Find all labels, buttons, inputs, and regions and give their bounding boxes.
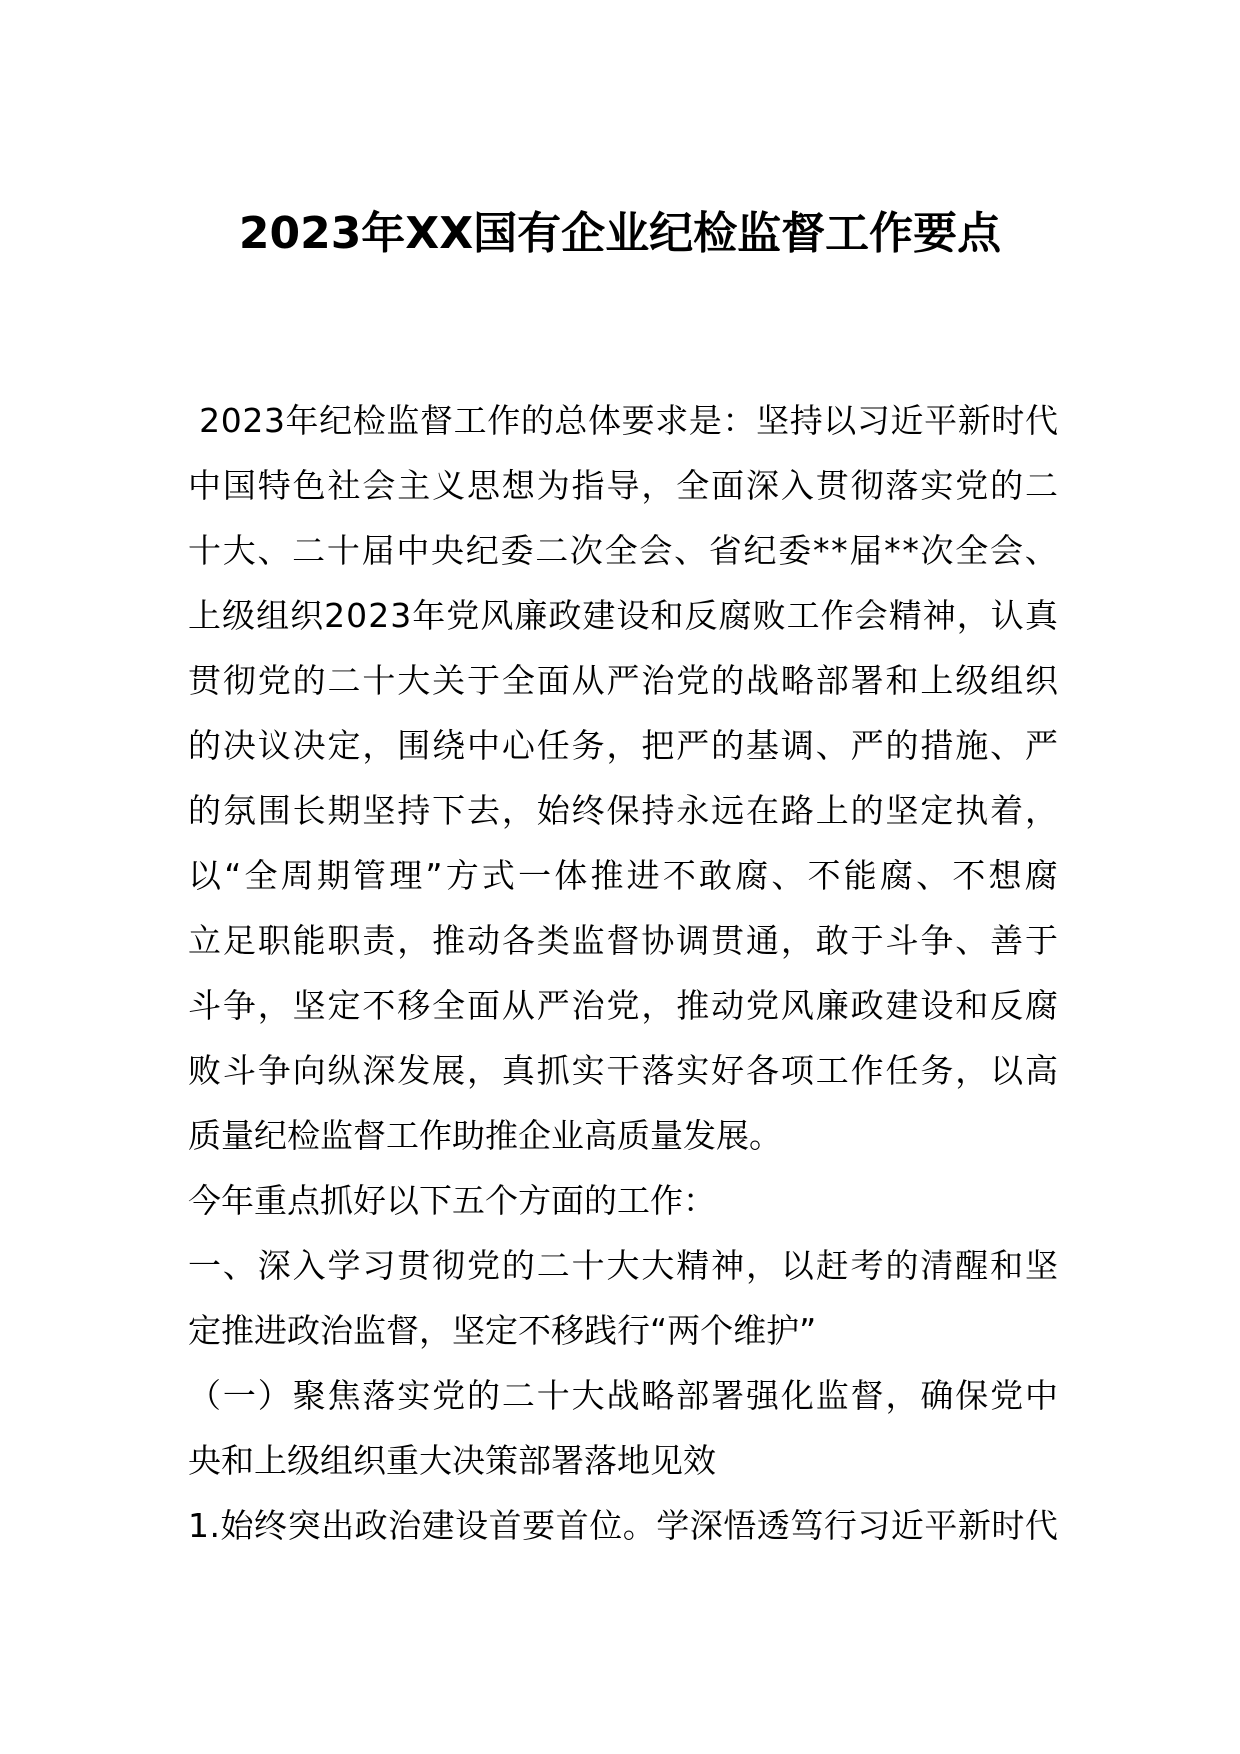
document-body — [188, 388, 1058, 1558]
body-line: 今年重点抓好以下五个方面的工作： — [188, 1181, 716, 1220]
body-line: （ 一 ） 聚 焦 落 实 党 的 二 十 大 战 略 部 署 强 化 监 督 ， 确 保 党 中 — [188, 1376, 1058, 1415]
body-line: 一 、 深 入 学 习 贯 彻 党 的 二 十 大 大 精 神 ， 以 赶 考 的 清 醒 和 坚 — [188, 1246, 1058, 1285]
body-line: 质量纪检监督工作助推企业高质量发展。 — [188, 1116, 782, 1155]
body-line: 中 国 特 色 社 会 主 义 思 想 为 指 导 ， 全 面 深 入 贯 彻 落 实 党 的 二 — [188, 466, 1058, 505]
body-line: 斗 争 ， 坚 定 不 移 全 面 从 严 治 党 ， 推 动 党 风 廉 政 建 设 和 反 腐 — [188, 986, 1058, 1025]
body-line: 2 0 2 3 年 纪 检 监 督 工 作 的 总 体 要 求 是 ： 坚 持 以 习 近 平 新 时 代 — [199, 401, 1058, 440]
body-line: 1 . 始 终 突 出 政 治 建 设 首 要 首 位 。 学 深 悟 透 笃 行 习 近 平 新 时 代 — [188, 1506, 1058, 1545]
body-line: 贯 彻 党 的 二 十 大 关 于 全 面 从 严 治 党 的 战 略 部 署 和 上 级 组 织 — [188, 661, 1058, 700]
body-line: 以 “ 全 周 期 管 理 ” 方 式 一 体 推 进 不 敢 腐 、 不 能 腐 、 不 想 腐 — [188, 856, 1058, 895]
body-line: 十 大 、 二 十 届 中 央 纪 委 二 次 全 会 、 省 纪 委 * * 届 * * 次 全 会 、 — [188, 531, 1058, 570]
document-title: 2023年XX国有企业纪检监督工作要点 — [238, 208, 1002, 259]
body-line: 上 级 组 织 2 0 2 3 年 党 风 廉 政 建 设 和 反 腐 败 工 作 会 精 神 ， 认 真 — [188, 596, 1058, 635]
body-line: 的 氛 围 长 期 坚 持 下 去 ， 始 终 保 持 永 远 在 路 上 的 坚 定 执 着 ， — [188, 791, 1058, 830]
body-line: 的 决 议 决 定 ， 围 绕 中 心 任 务 ， 把 严 的 基 调 、 严 的 措 施 、 严 — [188, 726, 1058, 765]
body-line: 定推进政治监督，坚定不移践行“两个维护” — [188, 1311, 817, 1350]
body-line: 立 足 职 能 职 责 ， 推 动 各 类 监 督 协 调 贯 通 ， 敢 于 斗 争 、 善 于 — [188, 921, 1058, 960]
body-line: 败 斗 争 向 纵 深 发 展 ， 真 抓 实 干 落 实 好 各 项 工 作 任 务 ， 以 高 — [188, 1051, 1058, 1090]
body-line: 央和上级组织重大决策部署落地见效 — [188, 1441, 716, 1480]
